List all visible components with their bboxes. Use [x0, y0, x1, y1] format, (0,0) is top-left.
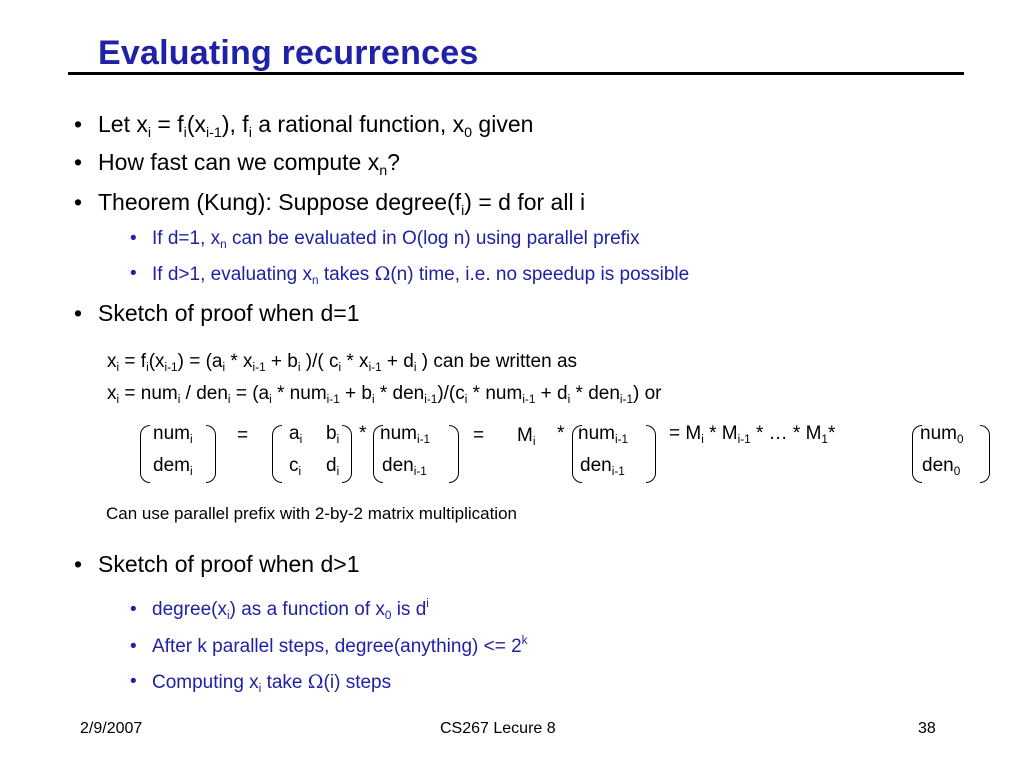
bullet-theorem: Theorem (Kung): Suppose $degree(f_i) = d$ for all i: [98, 189, 586, 219]
sub-bullet-dot: •: [130, 228, 137, 249]
math-line-1: $x_i = f_i(x_{i-1}) = (a_i * x_{i-1} + b_i$ )/( $c_i * x_{i-1} + d_i$ ) can be written as: [107, 351, 578, 375]
bullet-dot: •: [74, 149, 83, 175]
sub-bullet-computing: Computing $x_i$ take Ω(i) steps: [152, 671, 392, 696]
footer-page-number: 38: [918, 720, 936, 737]
vector-num-i-1: num$_{i-1}$: [578, 423, 629, 447]
title-underline: [68, 72, 964, 75]
sub-bullet-dot: •: [130, 599, 137, 620]
bullet-sketch-d1: Sketch of proof when d=1: [98, 300, 360, 326]
matrix-c: $c_i$: [289, 455, 302, 479]
bullet-dot: •: [74, 111, 83, 137]
left-paren: [140, 425, 150, 483]
footer-date: 2/9/2007: [80, 720, 143, 737]
right-paren: [646, 425, 656, 483]
right-paren: [980, 425, 990, 483]
vector-dem-i: dem$_i$: [153, 455, 193, 479]
math-line-2: $x_i = num_i / den_i = (a_i * num_{i-1} + b_i * den_{i-1})/(c_i * num_{i-1} + d_i * den_{i-1})$ or: [107, 383, 662, 407]
right-paren: [206, 425, 216, 483]
vector-den-0: den$_0$: [922, 455, 961, 479]
equals-sign: =: [237, 425, 249, 446]
bullet-let-x: Let $x_i = f_i(x_{i-1})$, $f_i$ a rational function, $x_0$ given: [98, 111, 534, 141]
multiply-sign: *: [359, 423, 367, 444]
sub-bullet-dot: •: [130, 671, 137, 692]
vector-num-i-1: num$_{i-1}$: [380, 423, 431, 447]
sub-bullet-after-k: After k parallel steps, degree(anything) <= $2^k$: [152, 633, 528, 657]
matrix-d: $d_i$: [326, 455, 340, 479]
equals-sign: =: [473, 425, 485, 446]
vector-num-i: num$_i$: [153, 423, 193, 447]
vector-num-0: num$_0$: [920, 423, 964, 447]
sub-bullet-dot: •: [130, 263, 137, 284]
sub-bullet-dgt1: If d>1, evaluating $x_n$ takes Ω(n) time, i.e. no speedup is possible: [152, 263, 690, 288]
multiply-sign: *: [557, 423, 565, 444]
matrix-a: $a_i$: [289, 423, 303, 447]
sub-bullet-d1: If d=1, $x_n$ can be evaluated in O(log n) using parallel prefix: [152, 228, 640, 252]
footer-course: CS267 Lecure 8: [440, 720, 556, 737]
bullet-dot: •: [74, 300, 83, 326]
matrix-b: $b_i$: [326, 423, 340, 447]
slide-title: Evaluating recurrences: [98, 34, 479, 72]
parallel-prefix-note: Can use parallel prefix with 2-by-2 matrix multiplication: [106, 504, 517, 523]
bullet-dot: •: [74, 551, 83, 577]
vector-den-i-1: den$_{i-1}$: [382, 455, 427, 479]
sub-bullet-dot: •: [130, 636, 137, 657]
left-paren: [272, 425, 282, 483]
bullet-dot: •: [74, 189, 83, 215]
right-paren: [342, 425, 352, 483]
sub-bullet-degree: $degree(x_i)$ as a function of $x_0$ is $d^i$: [152, 596, 429, 623]
bullet-sketch-dgt1: Sketch of proof when d>1: [98, 551, 360, 577]
matrix-M-i: $M_i$: [517, 425, 536, 449]
matrix-product: = $M_i * M_{i-1}$ * … * $M_1*$: [669, 423, 836, 447]
right-paren: [449, 425, 459, 483]
vector-den-i-1: den$_{i-1}$: [580, 455, 625, 479]
bullet-how-fast: How fast can we compute $x_n$?: [98, 149, 400, 179]
